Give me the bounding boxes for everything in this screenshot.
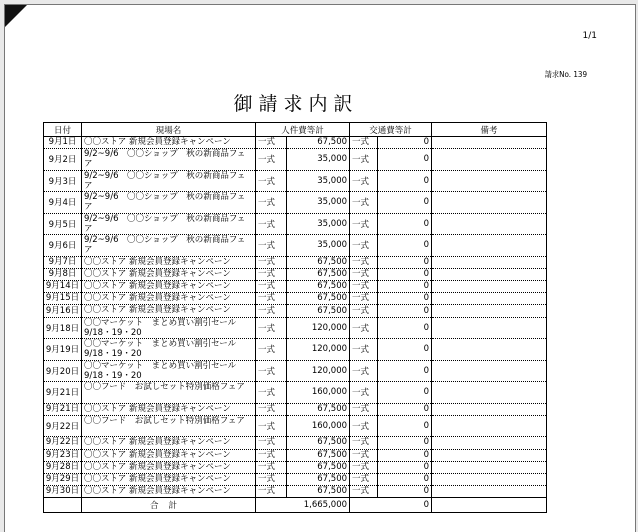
- header-site: 現場名: [82, 123, 256, 137]
- row-remarks: [432, 192, 547, 214]
- row-date: 9月19日: [44, 339, 82, 361]
- row-personnel-amount: 160,000: [287, 382, 350, 404]
- row-remarks: [432, 437, 547, 449]
- row-personnel-amount: 67,500: [287, 486, 350, 498]
- row-personnel-amount: 67,500: [287, 281, 350, 293]
- page-corner-mark: [5, 5, 27, 27]
- row-remarks: [432, 213, 547, 235]
- row-site: 〇〇ストア 新規会員登録キャンペーン: [82, 403, 256, 415]
- row-date: 9月18日: [44, 317, 82, 339]
- row-remarks: [432, 281, 547, 293]
- row-date: 9月4日: [44, 192, 82, 214]
- row-remarks: [432, 317, 547, 339]
- row-personnel-amount: 67,500: [287, 403, 350, 415]
- row-personnel-amount: 67,500: [287, 473, 350, 485]
- row-personnel-unit: 一式: [256, 403, 287, 415]
- table-row: [44, 256, 547, 268]
- row-personnel-amount: 67,500: [287, 293, 350, 305]
- row-transport-unit: 一式: [350, 461, 378, 473]
- row-personnel-unit: 一式: [256, 192, 287, 214]
- row-transport-unit: 一式: [350, 192, 378, 214]
- row-personnel-unit: 一式: [256, 213, 287, 235]
- row-transport-amount: 0: [378, 293, 432, 305]
- total-transport: 0: [350, 498, 432, 513]
- table-row: [44, 213, 547, 235]
- row-personnel-amount: 67,500: [287, 461, 350, 473]
- row-date: 9月16日: [44, 305, 82, 317]
- table-row: [44, 293, 547, 305]
- row-personnel-amount: 35,000: [287, 213, 350, 235]
- table-row: [44, 461, 547, 473]
- row-remarks: [432, 268, 547, 280]
- row-personnel-unit: 一式: [256, 293, 287, 305]
- row-transport-amount: 0: [378, 382, 432, 404]
- row-date: 9月21日: [44, 403, 82, 415]
- table-row: [44, 235, 547, 257]
- row-site: 〇〇マーケット まとめ買い割引セール 9/18・19・20: [82, 317, 256, 339]
- row-transport-unit: 一式: [350, 317, 378, 339]
- row-remarks: [432, 415, 547, 437]
- table-row: [44, 486, 547, 498]
- row-transport-unit: 一式: [350, 149, 378, 171]
- row-transport-unit: 一式: [350, 382, 378, 404]
- table-row: [44, 339, 547, 361]
- row-date: 9月20日: [44, 360, 82, 382]
- row-transport-amount: 0: [378, 415, 432, 437]
- row-personnel-unit: 一式: [256, 449, 287, 461]
- row-remarks: [432, 235, 547, 257]
- row-remarks: [432, 339, 547, 361]
- row-transport-amount: 0: [378, 449, 432, 461]
- total-label: 合計: [82, 498, 256, 513]
- row-site: 〇〇ストア 新規会員登録キャンペーン: [82, 293, 256, 305]
- row-site: 〇〇フード お試しセット特別価格フェア: [82, 415, 256, 437]
- row-remarks: [432, 360, 547, 382]
- row-transport-amount: 0: [378, 149, 432, 171]
- total-personnel: 1,665,000: [256, 498, 350, 513]
- row-site: 〇〇ストア 新規会員登録キャンペーン: [82, 268, 256, 280]
- table-header-row: [44, 123, 547, 137]
- row-site: 〇〇ストア 新規会員登録キャンペーン: [82, 256, 256, 268]
- row-remarks: [432, 461, 547, 473]
- row-site: 〇〇ストア 新規会員登録キャンペーン: [82, 449, 256, 461]
- row-transport-unit: 一式: [350, 403, 378, 415]
- row-site: 9/2~9/6 〇〇ショップ 秋の新商品フェア: [82, 213, 256, 235]
- row-personnel-unit: 一式: [256, 382, 287, 404]
- row-site: 〇〇ストア 新規会員登録キャンペーン: [82, 473, 256, 485]
- row-site: 〇〇マーケット まとめ買い割引セール 9/18・19・20: [82, 339, 256, 361]
- row-transport-unit: 一式: [350, 235, 378, 257]
- row-transport-unit: 一式: [350, 170, 378, 192]
- row-personnel-amount: 67,500: [287, 437, 350, 449]
- row-personnel-unit: 一式: [256, 170, 287, 192]
- row-site: 〇〇ストア 新規会員登録キャンペーン: [82, 137, 256, 149]
- row-personnel-amount: 67,500: [287, 256, 350, 268]
- row-transport-unit: 一式: [350, 437, 378, 449]
- row-transport-unit: 一式: [350, 213, 378, 235]
- table-row: [44, 415, 547, 437]
- row-date: 9月2日: [44, 149, 82, 171]
- row-transport-amount: 0: [378, 461, 432, 473]
- table-body: [44, 137, 547, 498]
- row-transport-amount: 0: [378, 213, 432, 235]
- row-transport-amount: 0: [378, 192, 432, 214]
- row-transport-amount: 0: [378, 339, 432, 361]
- total-row: [44, 498, 547, 513]
- table-row: [44, 382, 547, 404]
- table-row: [44, 473, 547, 485]
- row-date: 9月28日: [44, 461, 82, 473]
- row-date: 9月21日: [44, 382, 82, 404]
- row-personnel-amount: 160,000: [287, 415, 350, 437]
- row-remarks: [432, 149, 547, 171]
- row-date: 9月6日: [44, 235, 82, 257]
- row-transport-unit: 一式: [350, 268, 378, 280]
- row-site: 〇〇ストア 新規会員登録キャンペーン: [82, 461, 256, 473]
- total-remarks: [432, 498, 547, 513]
- row-personnel-unit: 一式: [256, 415, 287, 437]
- row-date: 9月3日: [44, 170, 82, 192]
- row-transport-amount: 0: [378, 137, 432, 149]
- row-transport-amount: 0: [378, 305, 432, 317]
- header-personnel: 人件費等計: [256, 123, 350, 137]
- invoice-detail-table: [43, 122, 547, 513]
- header-transport: 交通費等計: [350, 123, 432, 137]
- row-site: 9/2~9/6 〇〇ショップ 秋の新商品フェア: [82, 235, 256, 257]
- row-personnel-amount: 67,500: [287, 305, 350, 317]
- row-remarks: [432, 449, 547, 461]
- row-remarks: [432, 403, 547, 415]
- row-transport-unit: 一式: [350, 281, 378, 293]
- table-row: [44, 360, 547, 382]
- row-date: 9月7日: [44, 256, 82, 268]
- table-row: [44, 137, 547, 149]
- row-site: 〇〇フード お試しセット特別価格フェア: [82, 382, 256, 404]
- row-transport-amount: 0: [378, 281, 432, 293]
- row-personnel-unit: 一式: [256, 305, 287, 317]
- row-personnel-amount: 35,000: [287, 149, 350, 171]
- row-date: 9月15日: [44, 293, 82, 305]
- row-personnel-amount: 120,000: [287, 317, 350, 339]
- row-date: 9月1日: [44, 137, 82, 149]
- row-remarks: [432, 382, 547, 404]
- row-personnel-unit: 一式: [256, 437, 287, 449]
- row-transport-unit: 一式: [350, 256, 378, 268]
- row-date: 9月22日: [44, 437, 82, 449]
- row-site: 〇〇ストア 新規会員登録キャンペーン: [82, 437, 256, 449]
- row-personnel-unit: 一式: [256, 256, 287, 268]
- table-row: [44, 437, 547, 449]
- table-row: [44, 317, 547, 339]
- row-personnel-unit: 一式: [256, 360, 287, 382]
- row-site: 9/2~9/6 〇〇ショップ 秋の新商品フェア: [82, 192, 256, 214]
- row-site: 〇〇ストア 新規会員登録キャンペーン: [82, 486, 256, 498]
- row-personnel-amount: 120,000: [287, 360, 350, 382]
- header-remarks: 備考: [432, 123, 547, 137]
- row-date: 9月14日: [44, 281, 82, 293]
- row-site: 〇〇ストア 新規会員登録キャンペーン: [82, 281, 256, 293]
- row-transport-amount: 0: [378, 317, 432, 339]
- row-remarks: [432, 486, 547, 498]
- row-date: 9月30日: [44, 486, 82, 498]
- row-transport-amount: 0: [378, 473, 432, 485]
- row-transport-unit: 一式: [350, 293, 378, 305]
- row-personnel-unit: 一式: [256, 461, 287, 473]
- row-personnel-unit: 一式: [256, 281, 287, 293]
- row-personnel-unit: 一式: [256, 486, 287, 498]
- row-personnel-amount: 35,000: [287, 192, 350, 214]
- row-date: 9月22日: [44, 415, 82, 437]
- table-row: [44, 192, 547, 214]
- row-site: 9/2~9/6 〇〇ショップ 秋の新商品フェア: [82, 149, 256, 171]
- row-transport-amount: 0: [378, 256, 432, 268]
- row-transport-unit: 一式: [350, 486, 378, 498]
- row-remarks: [432, 137, 547, 149]
- row-transport-unit: 一式: [350, 360, 378, 382]
- row-personnel-amount: 67,500: [287, 449, 350, 461]
- invoice-number: 請求No. 139: [544, 70, 587, 79]
- row-transport-amount: 0: [378, 403, 432, 415]
- table-row: [44, 403, 547, 415]
- row-remarks: [432, 305, 547, 317]
- row-personnel-amount: 35,000: [287, 170, 350, 192]
- page-number: 1/1: [582, 31, 597, 41]
- row-transport-unit: 一式: [350, 449, 378, 461]
- row-transport-unit: 一式: [350, 473, 378, 485]
- row-personnel-amount: 35,000: [287, 235, 350, 257]
- row-personnel-unit: 一式: [256, 473, 287, 485]
- row-personnel-unit: 一式: [256, 268, 287, 280]
- row-personnel-amount: 67,500: [287, 137, 350, 149]
- row-transport-amount: 0: [378, 235, 432, 257]
- row-personnel-unit: 一式: [256, 137, 287, 149]
- row-remarks: [432, 170, 547, 192]
- table-row: [44, 281, 547, 293]
- total-blank: [44, 498, 82, 513]
- row-personnel-unit: 一式: [256, 339, 287, 361]
- row-personnel-unit: 一式: [256, 317, 287, 339]
- row-site: 〇〇マーケット まとめ買い割引セール 9/18・19・20: [82, 360, 256, 382]
- row-personnel-amount: 67,500: [287, 268, 350, 280]
- row-remarks: [432, 256, 547, 268]
- row-site: 9/2~9/6 〇〇ショップ 秋の新商品フェア: [82, 170, 256, 192]
- document-title: 御請求内訳: [233, 93, 359, 115]
- row-date: 9月29日: [44, 473, 82, 485]
- row-transport-unit: 一式: [350, 305, 378, 317]
- table-row: [44, 268, 547, 280]
- row-personnel-amount: 120,000: [287, 339, 350, 361]
- row-date: 9月5日: [44, 213, 82, 235]
- table-row: [44, 170, 547, 192]
- row-transport-amount: 0: [378, 360, 432, 382]
- row-personnel-unit: 一式: [256, 149, 287, 171]
- row-site: 〇〇ストア 新規会員登録キャンペーン: [82, 305, 256, 317]
- row-transport-amount: 0: [378, 437, 432, 449]
- table-row: [44, 149, 547, 171]
- row-transport-unit: 一式: [350, 339, 378, 361]
- row-transport-amount: 0: [378, 486, 432, 498]
- row-remarks: [432, 293, 547, 305]
- row-date: 9月23日: [44, 449, 82, 461]
- header-date: 日付: [44, 123, 82, 137]
- row-transport-amount: 0: [378, 170, 432, 192]
- row-transport-unit: 一式: [350, 137, 378, 149]
- table-row: [44, 305, 547, 317]
- invoice-sheet: [4, 4, 636, 532]
- row-remarks: [432, 473, 547, 485]
- row-transport-amount: 0: [378, 268, 432, 280]
- row-transport-unit: 一式: [350, 415, 378, 437]
- table-row: [44, 449, 547, 461]
- row-date: 9月8日: [44, 268, 82, 280]
- row-personnel-unit: 一式: [256, 235, 287, 257]
